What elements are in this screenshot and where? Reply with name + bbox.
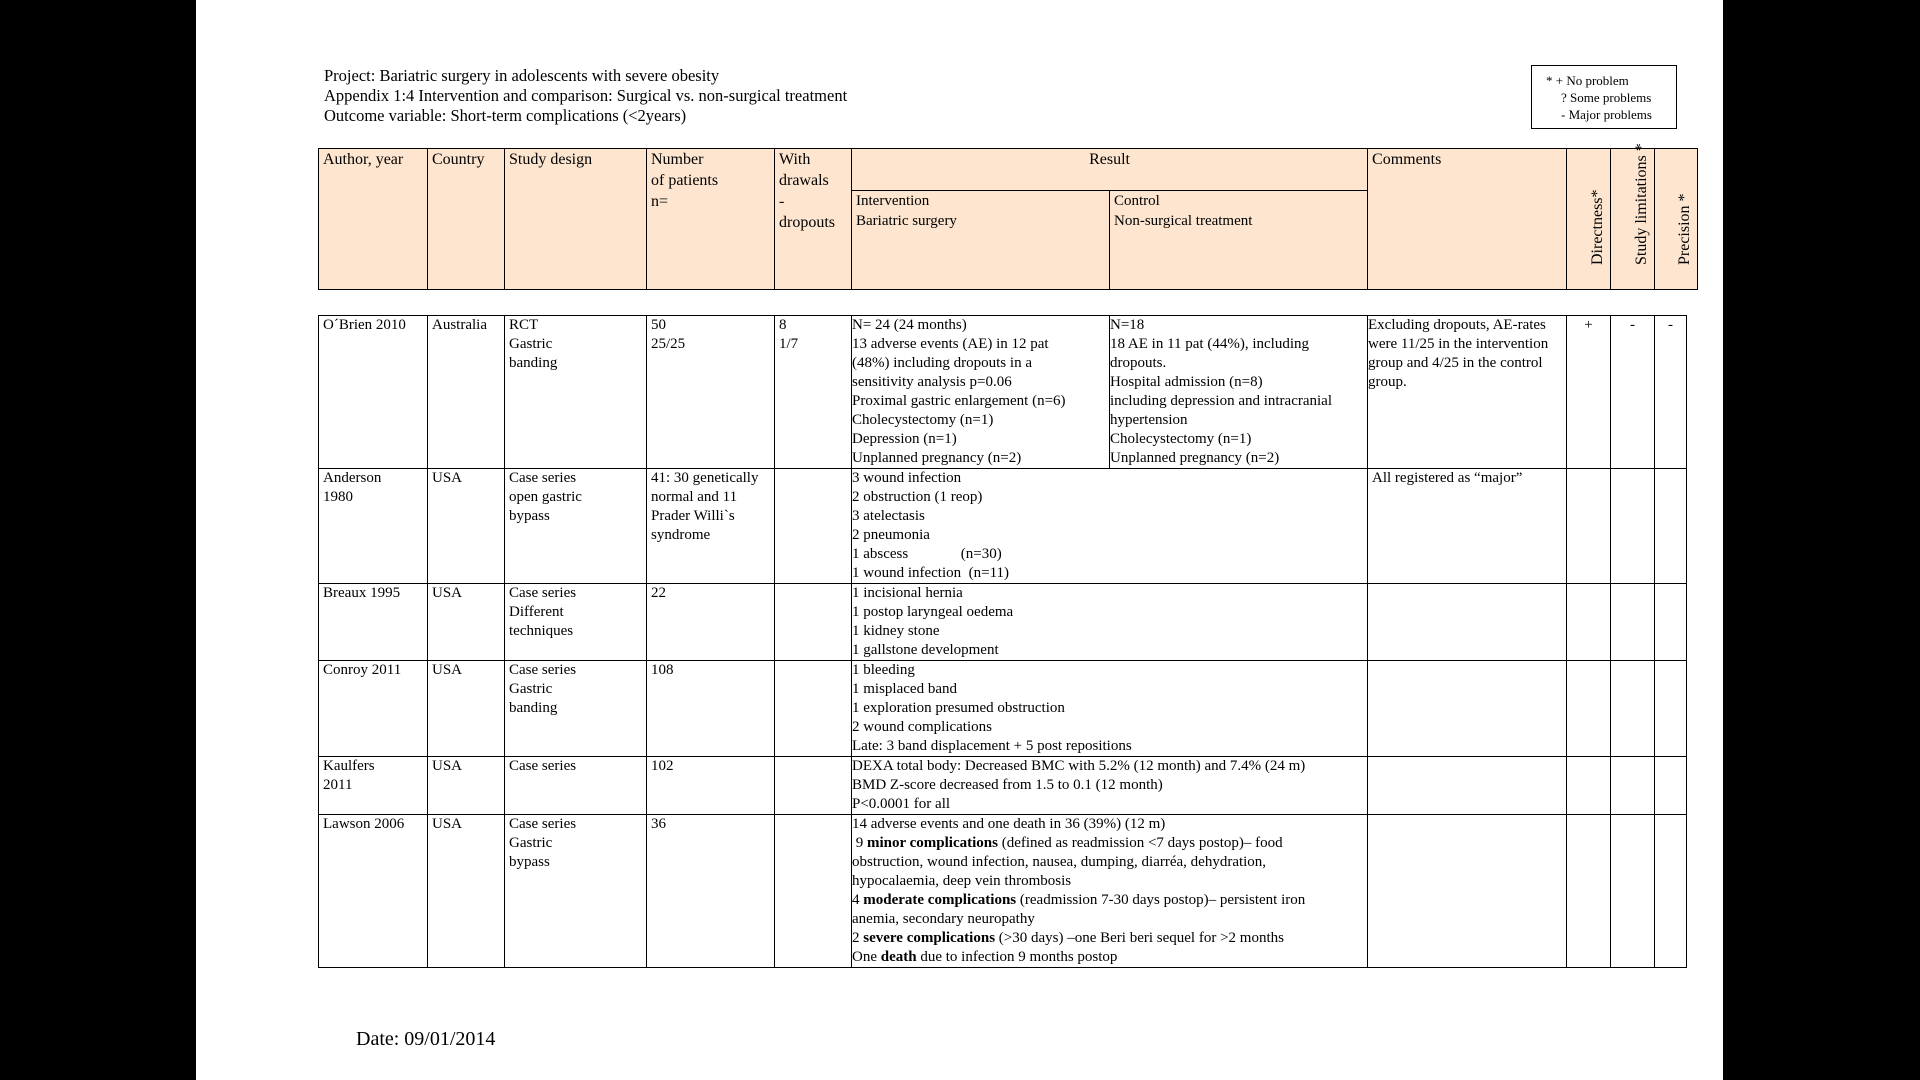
cell-withdrawals bbox=[775, 815, 852, 968]
col-limitations bbox=[1611, 143, 1655, 290]
cell-country: USA bbox=[428, 661, 505, 757]
cell-precision bbox=[1655, 815, 1687, 968]
table-row bbox=[319, 469, 1687, 584]
appendix-line: Appendix 1:4 Intervention and comparison: Surgical vs. non-surgical treatment bbox=[324, 86, 848, 105]
col-result: Result bbox=[852, 149, 1368, 191]
cell-directness bbox=[1567, 584, 1611, 661]
document-date: Date: 09/01/2014 bbox=[356, 1028, 496, 1050]
col-comments: Comments bbox=[1368, 149, 1567, 290]
col-precision bbox=[1655, 149, 1698, 290]
legend-some-problems: ? Some problems bbox=[1561, 90, 1652, 105]
col-directness bbox=[1567, 149, 1611, 290]
col-patients-l3: n= bbox=[651, 193, 669, 210]
cell-limitations bbox=[1611, 757, 1655, 815]
cell-design: Case series bbox=[505, 757, 647, 815]
table-row bbox=[319, 316, 1687, 469]
cell-country: USA bbox=[428, 584, 505, 661]
cell-design: Case series open gastric bypass bbox=[505, 469, 647, 584]
cell-patients: 50 25/25 bbox=[647, 316, 775, 469]
table-row bbox=[319, 815, 1687, 968]
cell-patients: 108 bbox=[647, 661, 775, 757]
col-withdrawals bbox=[775, 149, 852, 290]
col-withdrawals-l2: drawals bbox=[779, 172, 829, 189]
cell-result: 1 bleeding 1 misplaced band 1 exploration presumed obstruction 2 wound complications Late: 3 band displacement + 5 post repositions bbox=[852, 661, 1368, 757]
cell-limitations bbox=[1611, 469, 1655, 584]
outcome-line: Outcome variable: Short-term complications (<2years) bbox=[324, 106, 687, 125]
cell-patients: 22 bbox=[647, 584, 775, 661]
col-withdrawals-l1: With bbox=[779, 151, 811, 168]
cell-comments bbox=[1368, 757, 1567, 815]
cell-precision bbox=[1655, 469, 1687, 584]
col-author: Author, year bbox=[319, 149, 428, 290]
cell-control: N=18 18 AE in 11 pat (44%), including dropouts. Hospital admission (n=8) including depression and intracranial hypertension Cholecystectomy (n=1) Unplanned pregnancy (n=2) bbox=[1110, 316, 1368, 469]
col-intervention bbox=[852, 191, 1110, 290]
cell-author: O´Brien 2010 bbox=[319, 316, 428, 469]
cell-limitations: - bbox=[1611, 316, 1655, 469]
col-withdrawals-l3: - bbox=[779, 193, 785, 210]
cell-design: Case series Different techniques bbox=[505, 584, 647, 661]
cell-comments bbox=[1368, 815, 1567, 968]
cell-precision bbox=[1655, 757, 1687, 815]
cell-patients: 102 bbox=[647, 757, 775, 815]
col-intervention-l1: Intervention bbox=[856, 193, 930, 210]
document-header bbox=[324, 66, 847, 126]
col-patients bbox=[647, 149, 775, 290]
cell-directness bbox=[1567, 757, 1611, 815]
cell-withdrawals bbox=[775, 757, 852, 815]
col-patients-l2: of patients bbox=[651, 172, 719, 189]
cell-author: Breaux 1995 bbox=[319, 584, 428, 661]
cell-directness bbox=[1567, 815, 1611, 968]
cell-comments bbox=[1368, 661, 1567, 757]
cell-comments bbox=[1368, 584, 1567, 661]
cell-withdrawals bbox=[775, 469, 852, 584]
col-design: Study design bbox=[505, 149, 647, 290]
cell-author: Kaulfers 2011 bbox=[319, 757, 428, 815]
cell-precision bbox=[1655, 584, 1687, 661]
col-control-l1: Control bbox=[1114, 193, 1160, 210]
col-precision-label: Precision * bbox=[1676, 193, 1694, 265]
cell-result: DEXA total body: Decreased BMC with 5.2% (12 month) and 7.4% (24 m) BMD Z-score decreased from 1.5 to 0.1 (12 month) P<0.0001 for all bbox=[852, 757, 1368, 815]
cell-result: 14 adverse events and one death in 36 (39%) (12 m) 9 minor complications (defined as readmission <7 days postop)– food obstruction, wound infection, nausea, dumping, diarréa, dehydration, hypocalaemia, deep vein thrombosis 4 moderate complications (readmission 7-30 days postop)– persistent iron anemia, secondary neuropathy 2 severe complications (>30 days) –one Beri beri sequel for >2 months One death due to infection 9 months postop bbox=[852, 815, 1368, 968]
cell-precision: - bbox=[1655, 316, 1687, 469]
cell-directness bbox=[1567, 469, 1611, 584]
col-control-l2: Non-surgical treatment bbox=[1114, 213, 1253, 230]
cell-design: RCT Gastric banding bbox=[505, 316, 647, 469]
table-header bbox=[318, 143, 1698, 290]
cell-limitations bbox=[1611, 584, 1655, 661]
cell-country: USA bbox=[428, 757, 505, 815]
cell-country: USA bbox=[428, 469, 505, 584]
col-limitations-label: Study limitations * bbox=[1632, 143, 1650, 265]
cell-author: Lawson 2006 bbox=[319, 815, 428, 968]
cell-limitations bbox=[1611, 661, 1655, 757]
cell-country: Australia bbox=[428, 316, 505, 469]
cell-patients: 36 bbox=[647, 815, 775, 968]
table-row bbox=[319, 757, 1687, 815]
document-page bbox=[196, 0, 1723, 1080]
cell-comments: Excluding dropouts, AE-rates were 11/25 in the intervention group and 4/25 in the control group. bbox=[1368, 316, 1567, 469]
cell-design: Case series Gastric bypass bbox=[505, 815, 647, 968]
cell-precision bbox=[1655, 661, 1687, 757]
col-intervention-l2: Bariatric surgery bbox=[856, 213, 957, 230]
col-patients-l1: Number bbox=[651, 151, 704, 168]
cell-patients: 41: 30 genetically normal and 11 Prader Willi`s syndrome bbox=[647, 469, 775, 584]
cell-limitations bbox=[1611, 815, 1655, 968]
col-directness-label: Directness* bbox=[1588, 189, 1606, 265]
cell-country: USA bbox=[428, 815, 505, 968]
cell-directness: + bbox=[1567, 316, 1611, 469]
cell-intervention: N= 24 (24 months) 13 adverse events (AE) in 12 pat (48%) including dropouts in a sensitivity analysis p=0.06 Proximal gastric enlargement (n=6) Cholecystectomy (n=1) Depression (n=1) Unplanned pregnancy (n=2) bbox=[852, 316, 1110, 469]
table-row bbox=[319, 661, 1687, 757]
cell-withdrawals bbox=[775, 584, 852, 661]
table-row bbox=[319, 584, 1687, 661]
cell-withdrawals: 8 1/7 bbox=[775, 316, 852, 469]
project-line: Project: Bariatric surgery in adolescents with severe obesity bbox=[324, 66, 720, 85]
cell-result: 1 incisional hernia 1 postop laryngeal oedema 1 kidney stone 1 gallstone development bbox=[852, 584, 1368, 661]
col-withdrawals-l4: dropouts bbox=[779, 214, 835, 231]
legend-major-problems: - Major problems bbox=[1561, 107, 1652, 122]
cell-design: Case series Gastric banding bbox=[505, 661, 647, 757]
cell-author: Conroy 2011 bbox=[319, 661, 428, 757]
cell-withdrawals bbox=[775, 661, 852, 757]
cell-comments: All registered as “major” bbox=[1368, 469, 1567, 584]
rating-legend bbox=[1531, 65, 1677, 129]
cell-result: 3 wound infection 2 obstruction (1 reop) 3 atelectasis 2 pneumonia 1 abscess (n=30) 1 wound infection (n=11) bbox=[852, 469, 1368, 584]
col-country: Country bbox=[428, 149, 505, 290]
legend-no-problem: * + No problem bbox=[1546, 73, 1629, 88]
col-control bbox=[1110, 191, 1368, 290]
cell-directness bbox=[1567, 661, 1611, 757]
evidence-table bbox=[318, 315, 1687, 968]
cell-author: Anderson 1980 bbox=[319, 469, 428, 584]
